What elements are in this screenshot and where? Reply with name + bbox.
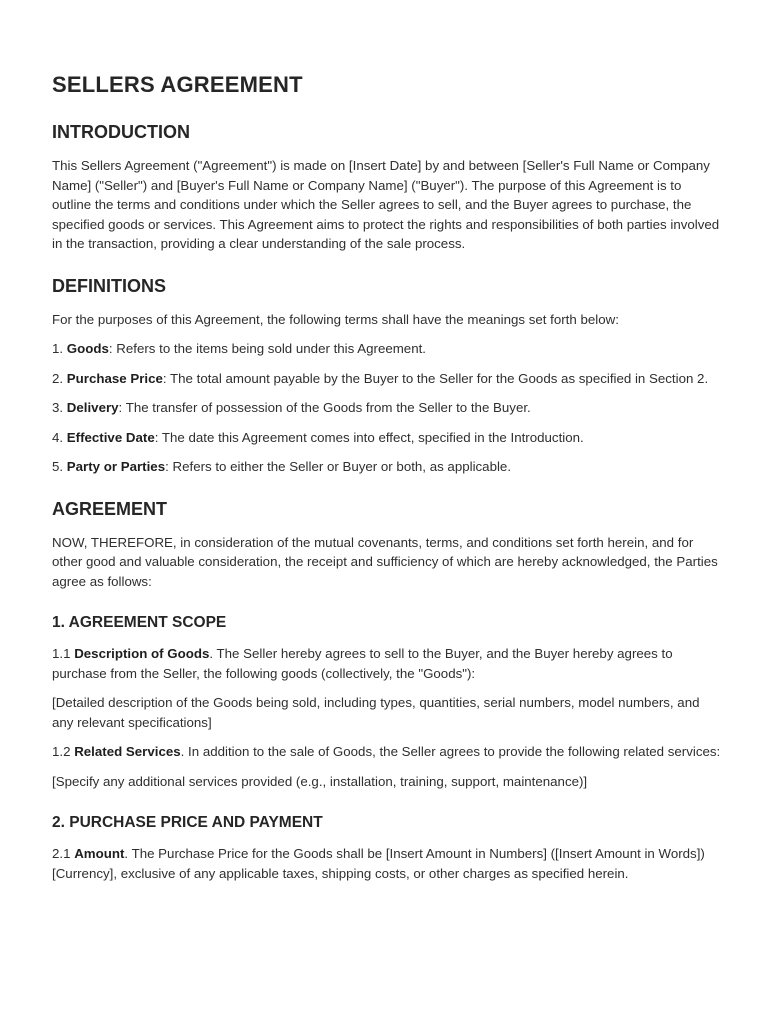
agreement-heading: AGREEMENT	[52, 498, 168, 519]
definition-term: Effective Date	[66, 429, 155, 445]
introduction-heading: INTRODUCTION	[52, 122, 190, 142]
services-placeholder: [Specify any additional services provided (e.g., installation, training, support, maintenance)]	[52, 773, 588, 789]
clause-1-1: 1.1 Description of Goods. The Seller hereby agrees to sell to the Buyer, and the Buyer hereby agrees to purchase from the Seller, the following goods (collectively, the "Goods"):	[52, 646, 673, 681]
clause-term: Related Services	[74, 744, 181, 759]
definition-item: 4. Effective Date: The date this Agreement comes into effect, specified in the Introduction.	[52, 429, 584, 445]
payment-heading: 2. PURCHASE PRICE AND PAYMENT	[52, 814, 323, 831]
definition-item: 2. Purchase Price: The total amount payable by the Buyer to the Seller for the Goods as specified in Section 2.	[52, 370, 709, 386]
document-body	[52, 70, 724, 883]
definition-term: Party or Parties	[66, 459, 166, 474]
definitions-lead: For the purposes of this Agreement, the following terms shall have the meanings set forth below:	[52, 311, 619, 327]
goods-description-placeholder: [Detailed description of the Goods being sold, including types, quantities, serial numbers, model numbers, and any relevant specifications]	[52, 695, 700, 730]
introduction-paragraph: This Sellers Agreement ("Agreement") is made on [Insert Date] by and between [Seller's Full Name or Company Name] ("Seller") and [Buyer's Full Name or Company Name] ("Buyer"). The purpose of this Agreement is to outline the terms and conditions under which the Seller agrees to sell, and the Buyer agrees to purchase, the specified goods or services. This Agreement aims to protect the rights and responsibilities of both parties involved in the transaction, providing a clear understanding of the sale process.	[52, 158, 720, 251]
scope-heading: 1. AGREEMENT SCOPE	[52, 614, 227, 631]
definition-term: Goods	[66, 341, 109, 356]
definition-item: 3. Delivery: The transfer of possession of the Goods from the Seller to the Buyer.	[52, 400, 531, 415]
definition-term: Delivery	[66, 400, 119, 415]
definitions-heading: DEFINITIONS	[52, 275, 167, 296]
clause-2-1: 2.1 Amount. The Purchase Price for the Goods shall be [Insert Amount in Numbers] ([Insert Amount in Words]) [Currency], exclusive of any applicable taxes, shipping costs, or other charges as specified herein.	[52, 846, 705, 881]
clause-term: Description of Goods	[74, 646, 210, 661]
definition-item: 1. Goods: Refers to the items being sold under this Agreement.	[52, 341, 426, 356]
agreement-paragraph: NOW, THEREFORE, in consideration of the mutual covenants, terms, and conditions set forth herein, and for other good and valuable consideration, the receipt and sufficiency of which are hereby acknowledged, the Parties agree as follows:	[52, 534, 718, 589]
definition-item: 5. Party or Parties: Refers to either the Seller or Buyer or both, as applicable.	[52, 459, 512, 474]
clause-1-2: 1.2 Related Services. In addition to the sale of Goods, the Seller agrees to provide the following related services:	[52, 744, 721, 759]
document-title: SELLERS AGREEMENT	[52, 72, 303, 97]
clause-term: Amount	[74, 846, 125, 861]
definition-term: Purchase Price	[66, 370, 163, 386]
